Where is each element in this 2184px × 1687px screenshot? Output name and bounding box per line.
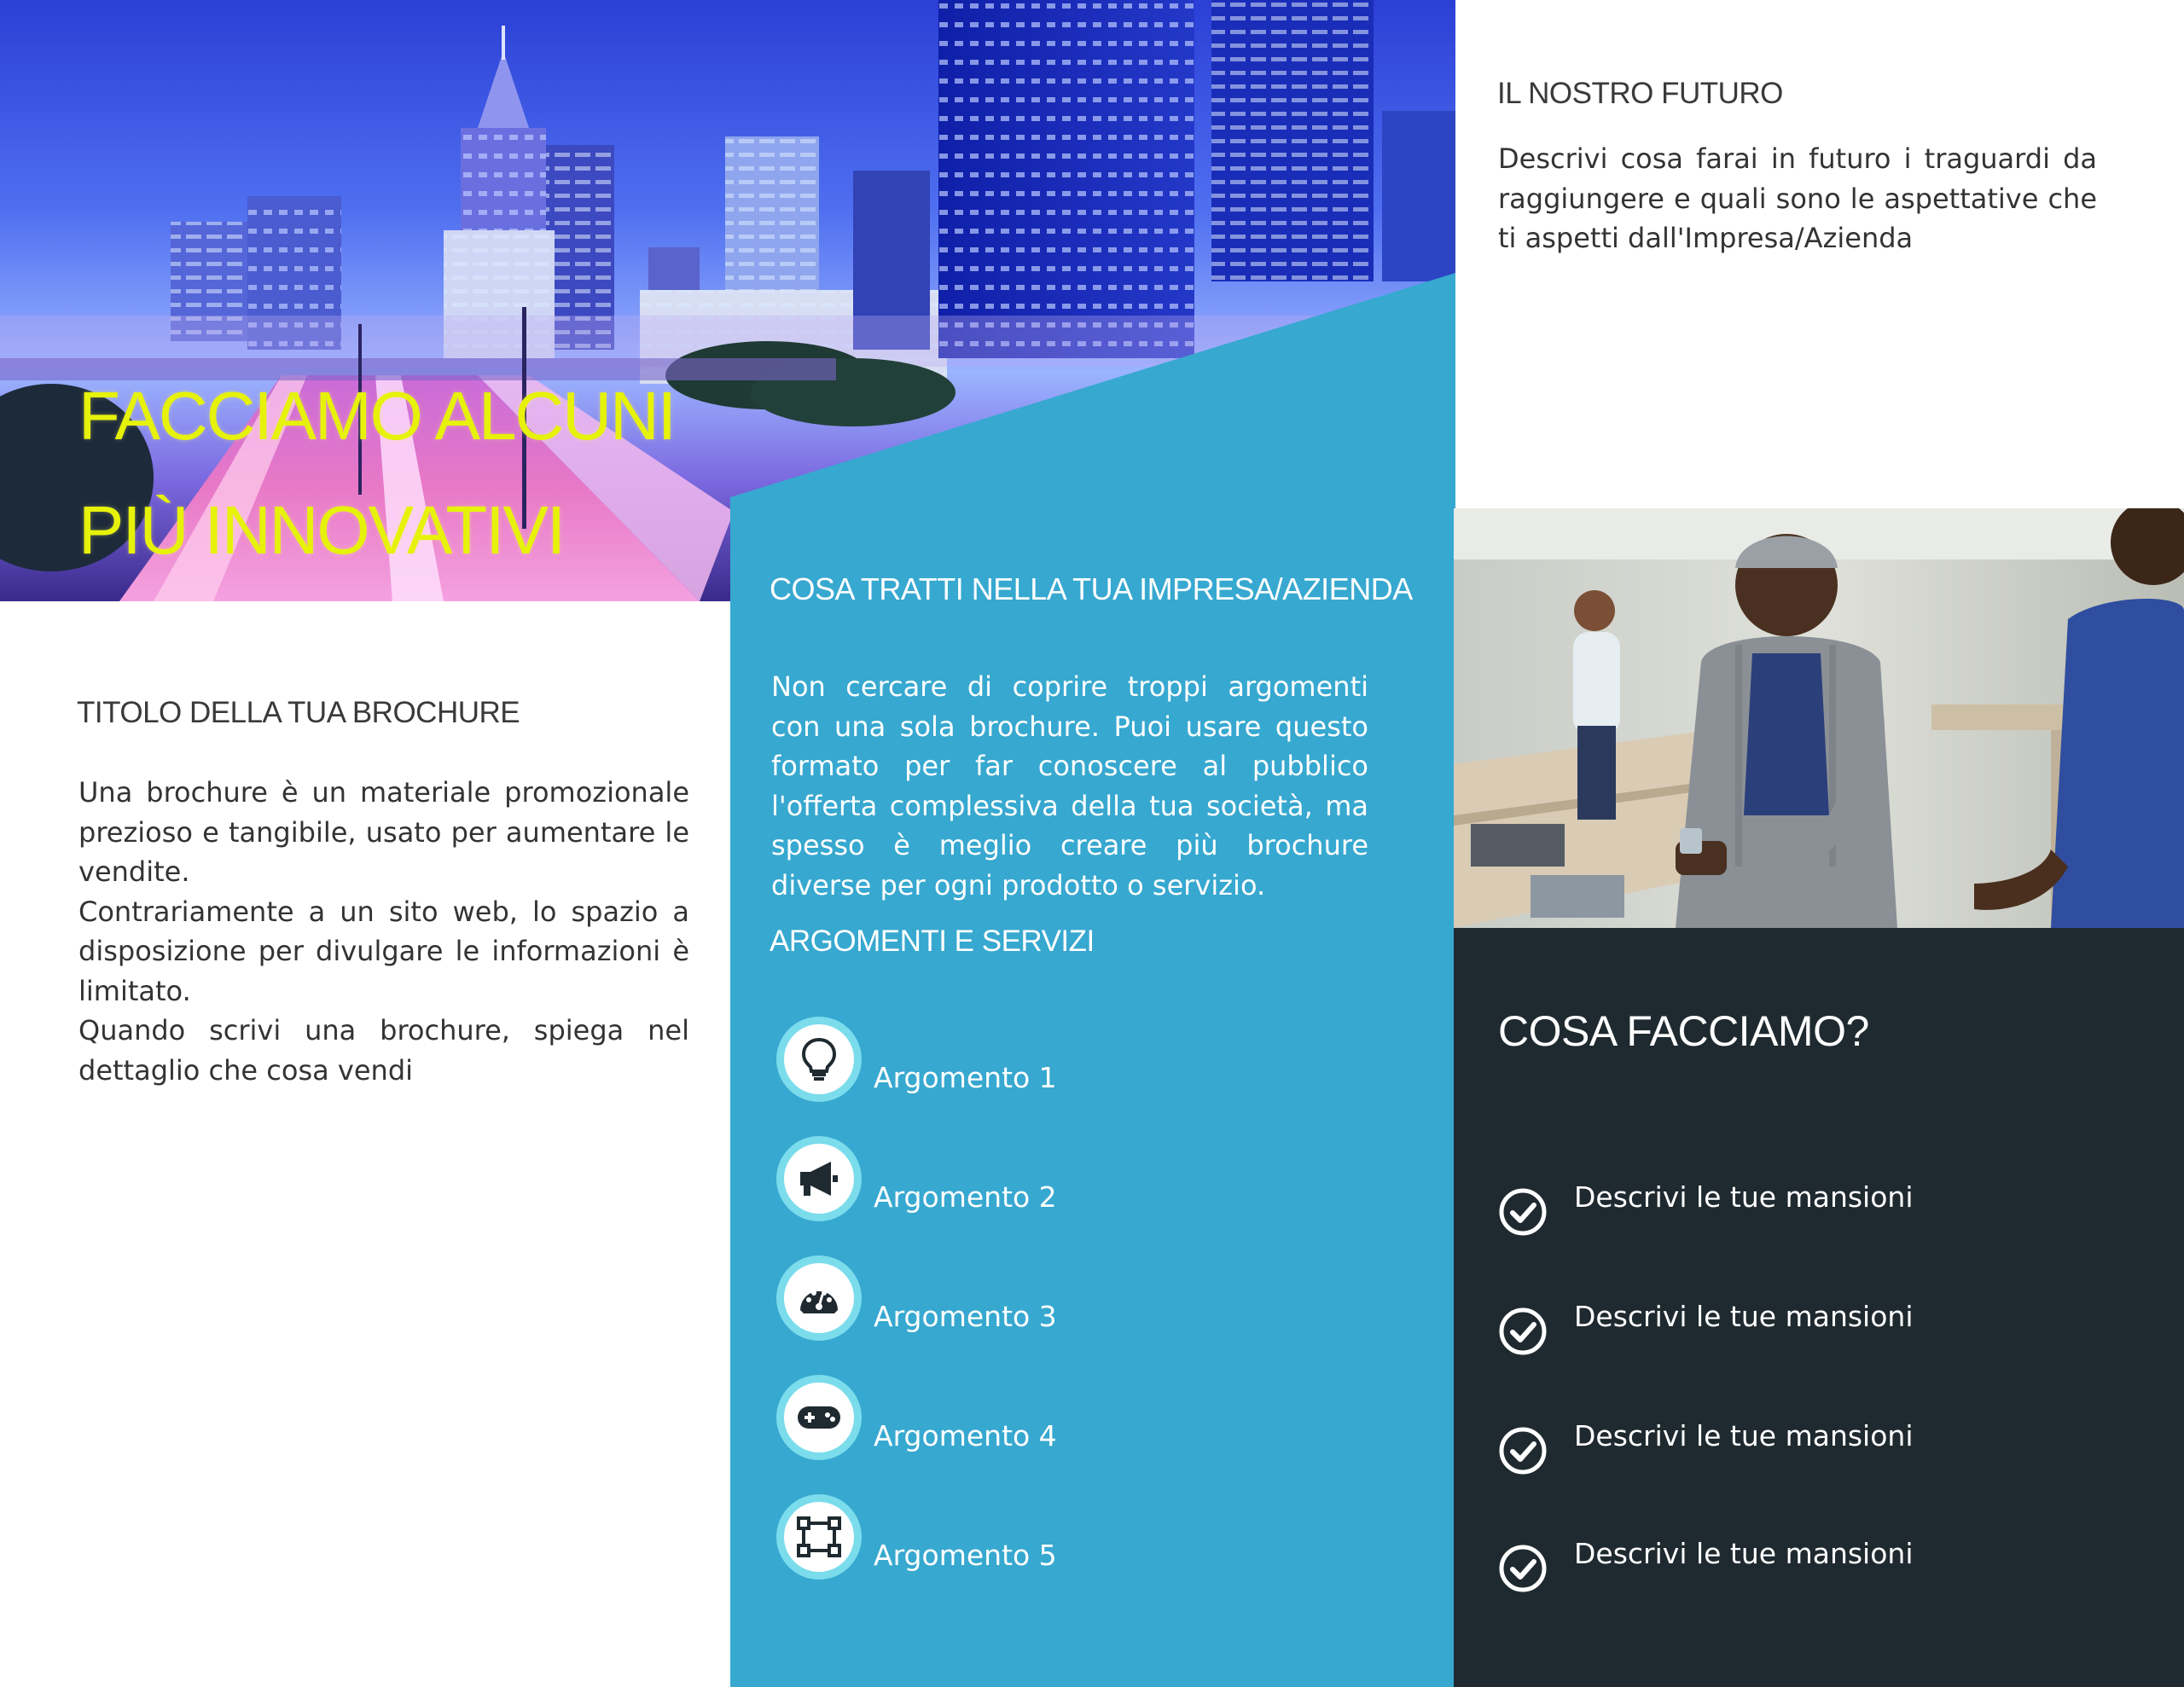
topics-subtitle: ARGOMENTI E SERVIZI xyxy=(770,925,1095,958)
paragraph: Una brochure è un materiale promozionale prezioso e tangibile, usato per aumentare le vendite. xyxy=(78,776,689,888)
topic-item-3 xyxy=(776,1255,1288,1349)
duty-label: Descrivi le tue mansioni xyxy=(1574,1419,1914,1452)
topic-label: Argomento 1 xyxy=(874,1061,1057,1094)
duty-item-3 xyxy=(1498,1416,2146,1475)
topic-label: Argomento 2 xyxy=(874,1180,1057,1214)
duty-label: Descrivi le tue mansioni xyxy=(1574,1300,1914,1333)
paragraph: Quando scrivi una brochure, spiega nel dettaglio che cosa vendi xyxy=(78,1014,689,1087)
check-circle-icon xyxy=(1498,1187,1548,1237)
duty-item-1 xyxy=(1498,1177,2146,1237)
paragraph: Contrariamente a un sito web, lo spazio a disposizione per divulgare le informazioni è limitato. xyxy=(78,895,689,1007)
brochure-description xyxy=(78,773,689,1090)
business-section-title: COSA TRATTI NELLA TUA IMPRESA/AZIENDA xyxy=(770,571,1413,606)
future-title: IL NOSTRO FUTURO xyxy=(1497,77,1783,110)
duty-label: Descrivi le tue mansioni xyxy=(1574,1537,1914,1570)
topic-item-1 xyxy=(776,1017,1288,1110)
megaphone-icon xyxy=(797,1158,841,1199)
business-section-body: Non cercare di coprire troppi argomenti con una sola brochure. Puoi usare questo formato per far conoscere al pubblico l'offerta complessiva della tua società, ma spesso è meglio creare più brochure diverse per ogni prodotto o servizio. xyxy=(771,670,1368,901)
lightbulb-icon xyxy=(799,1036,839,1082)
duty-item-4 xyxy=(1498,1533,2146,1593)
check-circle-icon xyxy=(1498,1426,1548,1475)
team-photo xyxy=(1454,508,2184,928)
topic-item-4 xyxy=(776,1375,1288,1469)
gamepad-icon xyxy=(796,1403,842,1432)
frame-icon xyxy=(795,1515,843,1559)
topic-item-5 xyxy=(776,1494,1288,1588)
topic-label: Argomento 5 xyxy=(874,1539,1057,1572)
brochure-title: TITOLO DELLA TUA BROCHURE xyxy=(77,696,520,729)
future-description: Descrivi cosa farai in futuro i traguardi da raggiungere e quali sono le aspettative che ti aspetti dall'Impresa/Azienda xyxy=(1498,142,2097,254)
duty-item-2 xyxy=(1498,1296,2146,1356)
check-circle-icon xyxy=(1498,1544,1548,1593)
topic-label: Argomento 4 xyxy=(874,1419,1057,1452)
topic-label: Argomento 3 xyxy=(874,1300,1057,1333)
speedometer-icon xyxy=(797,1279,841,1317)
hero-title-line-2: PIÙ INNOVATIVI xyxy=(78,492,565,568)
hero-title-line-1: FACCIAMO ALCUNI xyxy=(78,378,676,454)
topic-item-2 xyxy=(776,1136,1288,1230)
duty-label: Descrivi le tue mansioni xyxy=(1574,1180,1914,1214)
what-we-do-title: COSA FACCIAMO? xyxy=(1498,1007,1869,1055)
check-circle-icon xyxy=(1498,1307,1548,1356)
